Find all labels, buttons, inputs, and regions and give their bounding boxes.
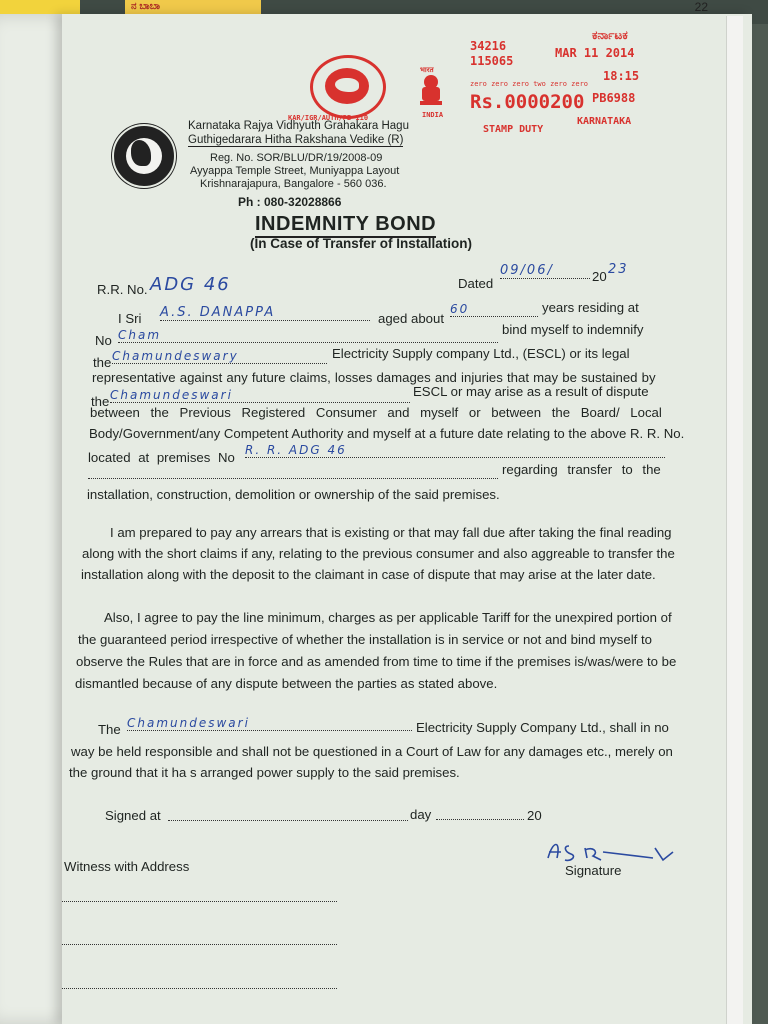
located-value: R. R. ADG 46 — [245, 443, 665, 458]
para2-line2: along with the short claims if any, relating to the previous consumer and also aggreable to transfer the — [82, 546, 675, 561]
stamp-zero-line: zero zero zero two zero zero — [470, 80, 589, 88]
witness-line-2 — [62, 938, 337, 945]
para3-line1: Also, I agree to pay the line minimum, charges as per applicable Tariff for the unexpired portion of — [104, 610, 672, 625]
the2-value: Chamundeswari — [110, 388, 410, 403]
org-name-line2: Guthigedarara Hitha Rakshana Vedike (R) — [188, 134, 404, 146]
witness-line-3 — [62, 982, 337, 989]
para4-the-label: The — [98, 722, 121, 737]
escl2-text: ESCL or may arise as a result of dispute — [413, 384, 649, 399]
para4-the-value: Chamundeswari — [127, 716, 412, 731]
witness-label: Witness with Address — [64, 859, 190, 874]
stamp-bharat: भारत — [420, 66, 434, 74]
right-page-edge — [726, 16, 743, 1024]
stamp-duty-label: STAMP DUTY — [483, 124, 544, 135]
year-label: 20 — [527, 808, 542, 823]
dated-year-value: 23 — [608, 262, 629, 277]
witness-line-1 — [62, 895, 337, 902]
line-body: Body/Government/any Competent Authority and myself at a future date relating to the above R. R. No. — [89, 426, 685, 441]
org-name-line1: Karnataka Rajya Vidhyuth Grahakara Hagu — [188, 120, 409, 132]
regarding-text: regarding transfer to the — [502, 462, 661, 477]
para4-line3: the ground that it ha s arranged power supply to the said premises. — [69, 765, 460, 780]
dated-value: 09/06/ — [500, 263, 590, 279]
rr-label: R.R. No. — [97, 282, 148, 297]
aged-label: aged about — [378, 311, 445, 326]
document-subtitle: (In Case of Transfer of Installation) — [250, 236, 473, 251]
para3-line3: observe the Rules that are in force and as amended from time to time if the premises is/was/were to be — [76, 654, 677, 669]
organization-logo-icon — [112, 124, 176, 188]
escl-text: Electricity Supply company Ltd., (ESCL) or its legal — [332, 346, 630, 361]
stamp-amount: Rs.0000200 — [470, 91, 585, 113]
rr-value: ADG 46 — [150, 274, 231, 295]
yellow-paper-label: ನ ಬಾಬಾ — [125, 0, 261, 14]
dated-label: Dated — [458, 276, 494, 291]
stamp-state-label: KARNATAKA — [577, 116, 632, 127]
page-number: 22 — [694, 0, 708, 14]
org-reg: Reg. No. SOR/BLU/DR/19/2008-09 — [210, 152, 383, 164]
stamp-time: 18:15 — [603, 69, 640, 83]
day-label: day — [410, 807, 432, 822]
dated-year-prefix: 20 — [592, 269, 607, 284]
located-label: located at premises No — [88, 450, 235, 465]
signature-label: Signature — [565, 863, 622, 878]
stamp-date: MAR 11 2014 — [555, 46, 635, 60]
bind-text: bind myself to indemnify — [502, 322, 644, 337]
the-label: the — [93, 355, 112, 370]
stamp-auth: KAR/IGR/AUTH/PB-110 — [288, 114, 369, 122]
stamp-code: PB6988 — [592, 91, 636, 105]
signed-at-label: Signed at — [105, 808, 161, 823]
no-value: Cham — [118, 328, 498, 343]
day-blank — [436, 807, 524, 820]
sri-label: I Sri — [118, 311, 142, 326]
para4-line1-rest: Electricity Supply Company Ltd., shall in no — [416, 720, 669, 735]
para3-line2: the guaranteed period irrespective of whether the installation is in service or not and bind myself to — [78, 632, 652, 647]
para2-line1: I am prepared to pay any arrears that is existing or that may fall due after taking the final reading — [110, 525, 672, 540]
stamp-number-1: 34216 — [470, 39, 507, 53]
sri-value: A.S. DANAPPA — [160, 305, 370, 321]
the-value: Chamundeswary — [112, 349, 327, 364]
line-representative: representative against any future claims, losses damages and injuries that may be sustained by — [92, 370, 656, 385]
signed-at-blank — [168, 808, 408, 821]
state-seal-icon — [310, 55, 386, 119]
document-title: INDEMNITY BOND — [255, 213, 436, 238]
org-address-2: Krishnarajapura, Bangalore - 560 036. — [200, 178, 387, 190]
para3-line4: dismantled because of any dispute between the parties as stated above. — [75, 676, 498, 691]
stamp-state-kannada: ಕರ್ನಾಟಕ — [592, 28, 628, 42]
signature-scrawl-text: AS — [543, 838, 545, 839]
no-label: No — [95, 333, 112, 348]
para2-line3: installation along with the deposit to the claimant in case of dispute that may arise at the later date. — [81, 567, 656, 582]
blank-line — [88, 474, 498, 479]
line-installation: installation, construction, demolition or ownership of the said premises. — [87, 487, 500, 502]
stamp-india: INDIA — [422, 111, 444, 119]
org-address-1: Ayyappa Temple Street, Muniyappa Layout — [190, 165, 400, 177]
age-value: 60 — [450, 302, 538, 317]
national-emblem-icon — [420, 75, 442, 107]
stamp-number-2: 115065 — [470, 54, 514, 68]
the2-label: the — [91, 394, 110, 409]
para4-line2: way be held responsible and shall not be questioned in a Court of Law for any damages etc., merely on — [71, 744, 673, 759]
line-between: between the Previous Registered Consumer and myself or between the Board/ Local — [90, 405, 662, 420]
years-label: years residing at — [542, 300, 639, 315]
org-phone: Ph : 080-32028866 — [238, 195, 342, 209]
